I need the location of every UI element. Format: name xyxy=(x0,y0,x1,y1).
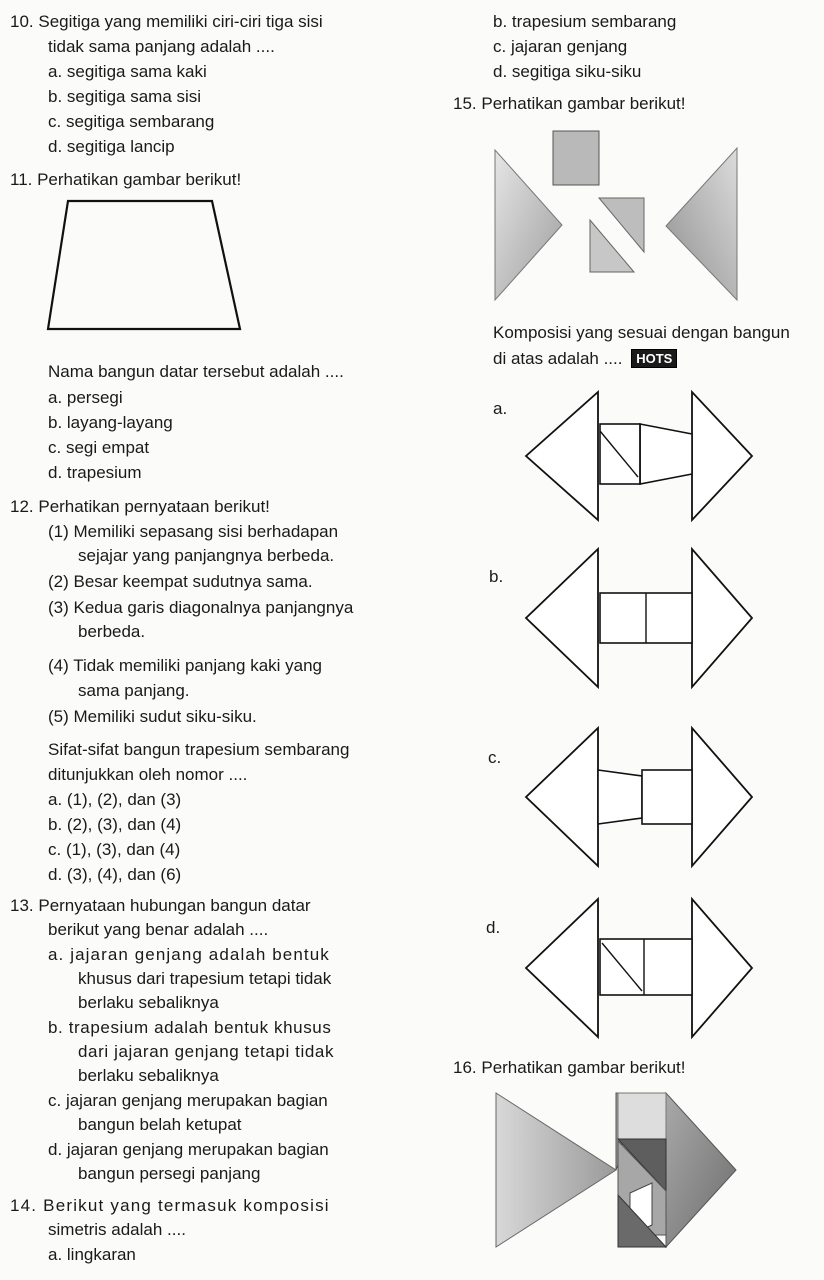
c-trapezoid-connector xyxy=(598,770,642,824)
b-right-triangle xyxy=(692,549,752,687)
right-triangle-piece xyxy=(666,148,737,300)
q12-statement-4-line1: (4) Tidak memiliki panjang kaki yang xyxy=(48,656,323,675)
q12-stem: 12. Perhatikan pernyataan berikut! xyxy=(10,497,270,516)
q10-option-d[interactable]: d. segitiga lancip xyxy=(48,137,175,156)
q11-trapezoid-figure xyxy=(40,195,250,335)
q10-option-c[interactable]: c. segitiga sembarang xyxy=(48,112,215,131)
q12-statement-5: (5) Memiliki sudut siku-siku. xyxy=(48,707,257,726)
q12-statement-2: (2) Besar keempat sudutnya sama. xyxy=(48,572,313,591)
q15-option-d-figure[interactable] xyxy=(520,893,760,1043)
q15-question-line1: Komposisi yang sesuai dengan bangun xyxy=(493,323,790,342)
a-trapezoid-connector xyxy=(640,424,692,484)
q14-option-d[interactable]: d. segitiga siku-siku xyxy=(493,62,642,81)
q12-question-line2: ditunjukkan oleh nomor .... xyxy=(48,765,248,784)
a-left-triangle xyxy=(526,392,598,520)
q15-stem: 15. Perhatikan gambar berikut! xyxy=(453,94,686,113)
q10-stem-line2: tidak sama panjang adalah .... xyxy=(48,37,275,56)
q12-option-b[interactable]: b. (2), (3), dan (4) xyxy=(48,815,182,834)
fish-square xyxy=(618,1093,666,1139)
q14-stem-line2: simetris adalah .... xyxy=(48,1220,186,1239)
c-left-triangle xyxy=(526,728,598,866)
q13-option-c-line1[interactable]: c. jajaran genjang merupakan bagian xyxy=(48,1091,328,1110)
q15-question-text: di atas adalah .... xyxy=(493,349,623,368)
q14-option-b[interactable]: b. trapesium sembarang xyxy=(493,12,677,31)
q12-statement-4-line2: sama panjang. xyxy=(78,681,190,700)
q15-option-b-label[interactable]: b. xyxy=(489,567,504,586)
q15-option-a-label[interactable]: a. xyxy=(493,399,508,418)
q11-question: Nama bangun datar tersebut adalah .... xyxy=(48,362,344,381)
q13-option-a-line2: khusus dari trapesium tetapi tidak xyxy=(78,969,332,988)
q12-statement-1-line2: sejajar yang panjangnya berbeda. xyxy=(78,546,335,565)
q13-option-d-line1[interactable]: d. jajaran genjang merupakan bagian xyxy=(48,1140,329,1159)
q14-option-c[interactable]: c. jajaran genjang xyxy=(493,37,628,56)
q16-fish-figure xyxy=(490,1085,740,1255)
q13-option-d-line2: bangun persegi panjang xyxy=(78,1164,261,1183)
q13-option-b-line3: berlaku sebaliknya xyxy=(78,1066,219,1085)
d-rectangle xyxy=(600,939,692,995)
q15-pieces-figure xyxy=(490,128,745,306)
q13-option-a-line1[interactable]: a. jajaran genjang adalah bentuk xyxy=(48,945,330,964)
d-left-triangle xyxy=(526,899,598,1037)
d-right-triangle xyxy=(692,899,752,1037)
c-right-triangle xyxy=(692,728,752,866)
q12-option-c[interactable]: c. (1), (3), dan (4) xyxy=(48,840,181,859)
hots-badge: HOTS xyxy=(631,349,677,368)
q11-option-c[interactable]: c. segi empat xyxy=(48,438,150,457)
a-right-triangle xyxy=(692,392,752,520)
a-square xyxy=(600,424,640,484)
q16-stem: 16. Perhatikan gambar berikut! xyxy=(453,1058,686,1077)
q12-statement-3-line2: berbeda. xyxy=(78,622,146,641)
square-piece xyxy=(553,131,599,185)
q12-question-line1: Sifat-sifat bangun trapesium sembarang xyxy=(48,740,350,759)
q12-option-a[interactable]: a. (1), (2), dan (3) xyxy=(48,790,182,809)
q15-option-d-label[interactable]: d. xyxy=(486,918,501,937)
q15-question-line2 xyxy=(493,349,677,369)
q13-option-c-line2: bangun belah ketupat xyxy=(78,1115,242,1134)
q12-option-d[interactable]: d. (3), (4), dan (6) xyxy=(48,865,182,884)
q13-stem-line1: 13. Pernyataan hubungan bangun datar xyxy=(10,896,311,915)
q14-stem-line1: 14. Berikut yang termasuk komposisi xyxy=(10,1196,330,1215)
q15-option-c-figure[interactable] xyxy=(520,722,760,872)
q11-option-a[interactable]: a. persegi xyxy=(48,388,123,407)
q13-option-b-line1[interactable]: b. trapesium adalah bentuk khusus xyxy=(48,1018,332,1037)
q14-option-a[interactable]: a. lingkaran xyxy=(48,1245,136,1264)
q13-option-a-line3: berlaku sebaliknya xyxy=(78,993,219,1012)
fish-tail-triangle xyxy=(496,1093,616,1247)
q15-option-a-figure[interactable] xyxy=(520,386,760,526)
c-square xyxy=(642,770,692,824)
q10-option-b[interactable]: b. segitiga sama sisi xyxy=(48,87,202,106)
q13-stem-line2: berikut yang benar adalah .... xyxy=(48,920,269,939)
b-left-triangle xyxy=(526,549,598,687)
q15-option-c-label[interactable]: c. xyxy=(488,748,502,767)
left-triangle-piece xyxy=(495,150,562,300)
q10-stem-line1: 10. Segitiga yang memiliki ciri-ciri tiga sisi xyxy=(10,12,323,31)
q13-option-b-line2: dari jajaran genjang tetapi tidak xyxy=(78,1042,335,1061)
q11-stem: 11. Perhatikan gambar berikut! xyxy=(10,170,242,189)
fish-head-triangle xyxy=(666,1093,736,1247)
q11-option-b[interactable]: b. layang-layang xyxy=(48,413,173,432)
q12-statement-1-line1: (1) Memiliki sepasang sisi berhadapan xyxy=(48,522,339,541)
q10-option-a[interactable]: a. segitiga sama kaki xyxy=(48,62,207,81)
trapezoid-shape xyxy=(48,201,240,329)
q11-option-d[interactable]: d. trapesium xyxy=(48,463,142,482)
q15-option-b-figure[interactable] xyxy=(520,543,760,693)
q12-statement-3-line1: (3) Kedua garis diagonalnya panjangnya xyxy=(48,598,354,617)
